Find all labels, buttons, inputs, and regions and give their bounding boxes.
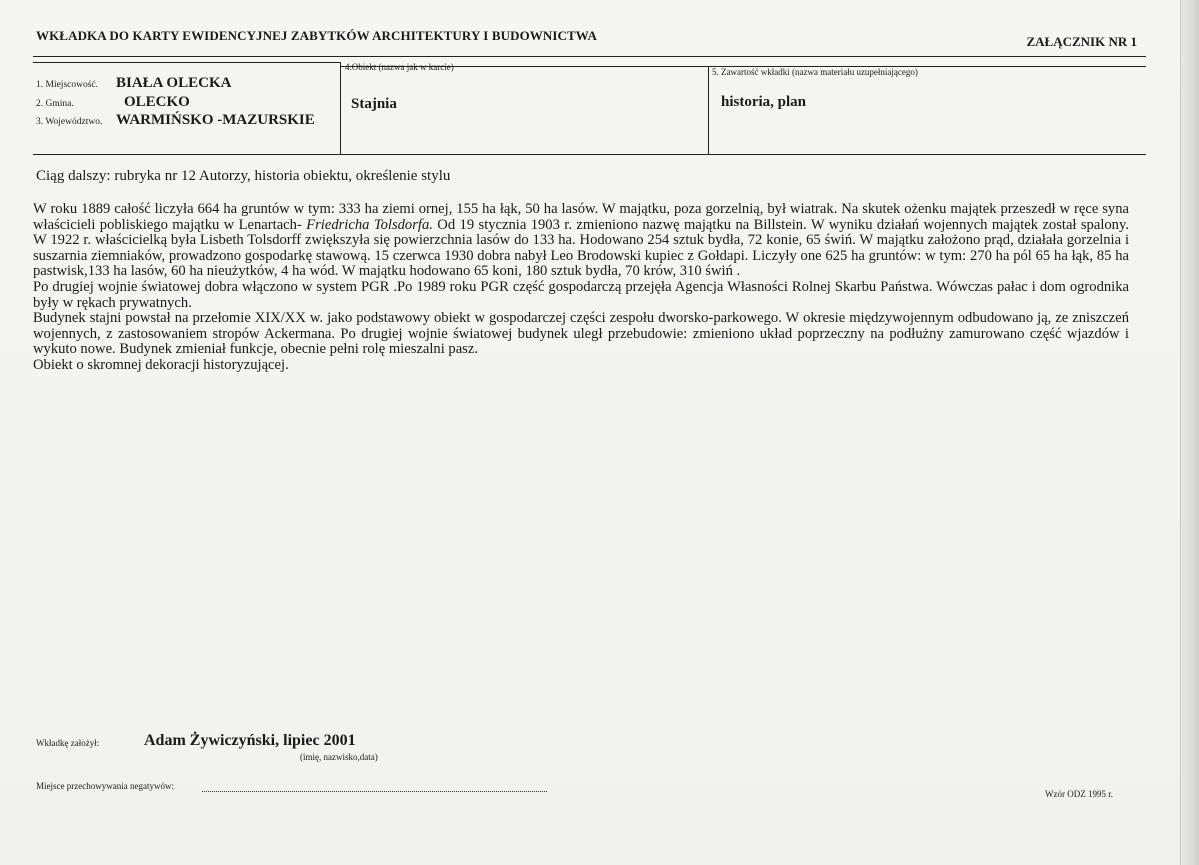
founder-value: Adam Żywiczyński, lipiec 2001 (144, 732, 356, 749)
paragraph-history (33, 202, 1129, 280)
annex-number: ZAŁĄCZNIK NR 1 (1026, 34, 1137, 49)
top-rule (33, 56, 1146, 57)
voivodeship-value: WARMIŃSKO -MAZURSKIE (116, 112, 315, 128)
founder-hint: (imię, nazwisko,data) (300, 752, 378, 762)
paragraph-decoration: Obiekt o skromnej dekoracji historyzującej. (33, 356, 289, 373)
paragraph-postwar: Po drugiej wojnie światowej dobra włączono w system PGR .Po 1989 roku PGR część gospodarczą przejęła Agencja Własności Rolnej Skarbu Państwa. Wówczas pałac i dom ogrodnika były w rękach prywatnych. (33, 278, 1129, 311)
object-box-label: 4.Obiekt (nazwa jak w karcie) (345, 62, 454, 72)
locality-label: 1. Miejscowość. (36, 80, 99, 90)
commune-value: OLECKO (124, 94, 190, 110)
content-box-value: historia, plan (721, 94, 807, 110)
negatives-dotted-line (202, 791, 547, 792)
divider-left (340, 62, 341, 154)
negatives-label: Miejsce przechowywania negatywów: (36, 781, 174, 791)
continuation-note: Ciąg dalszy: rubryka nr 12 Autorzy, historia obiektu, określenie stylu (36, 168, 451, 184)
document-title: WKŁADKA DO KARTY EWIDENCYJNEJ ZABYTKÓW ARCHITEKTURY I BUDOWNICTWA (36, 28, 597, 43)
paragraph-history-part1: W roku 1889 całość liczyła 664 ha gruntów w tym: 333 ha ziemi ornej, 155 ha łąk, 50 ha lasów. W majątku, poza gorzelnią, był wiatrak. Na skutek ożenku majątek przeszedł w ręce syna właścicieli pobliskiego majątku w Lenartach- (33, 201, 1129, 233)
commune-row (36, 93, 190, 111)
paragraph-building: Budynek stajni powstał na przełomie XIX/XX w. jako podstawowy obiekt w gospodarczej części zespołu dworsko-parkowego. W okresie międzywojennym odbudowano ją, ze zniszczeń wojennych, z zastosowaniem stropów Ackermana. Po drugiej wojnie światowej budynek uległ przebudowie: zmieniono układ poprzeczny na podłużny zamurowano część wjazdów i wykuto nowe. Budynek zmieniał funkcje, obecnie pełni rolę mieszalni pasz. (33, 310, 1129, 358)
form-model: Wzór ODZ 1995 r. (1045, 789, 1113, 799)
form-bottom-rule (33, 154, 1146, 155)
voivodeship-row (36, 111, 315, 129)
founder-label: Wkładkę założył: (36, 738, 100, 748)
header-rule-left (33, 62, 340, 63)
locality-value: BIAŁA OLECKA (116, 75, 232, 91)
divider-right (708, 66, 709, 154)
scan-edge (1180, 0, 1199, 865)
commune-label: 2. Gmina. (36, 99, 74, 109)
voivodeship-label: 3. Województwo. (36, 117, 103, 127)
paragraph-history-italic: Friedricha Tolsdorfa. (306, 216, 433, 233)
content-box-label: 5. Zawartość wkładki (nazwa materiału uzupełniającego) (712, 67, 918, 77)
body-text (33, 202, 1129, 374)
object-box-value: Stajnia (351, 96, 397, 112)
locality-row (36, 74, 231, 92)
paragraph-history-part2: Od 19 stycznia 1903 r. zmieniono nazwę majątku na Billstein. W wyniku działań wojennych majątek został spalony. W 1922 r. właścicielką była Lisbeth Tolsdorff zwiększyła się powierzchnia lasów do 133 ha. Hodowano 254 sztuk bydła, 72 konie, 65 świń. W majątku założono prąd, działała gorzelnia i suszarnia ziemniaków, prowadzono gospodarkę stawową. 15 czerwca 1930 dobra nabył Leo Brodowski kupiec z Gołdapi. Liczyły one 625 ha gruntów: w tym: 270 ha pól 65 ha łąk, 85 ha pastwisk,133 ha lasów, 60 ha nieużytków, 4 ha wód. W majątku hodowano 65 koni, 180 sztuk bydła, 70 krów, 310 świń . (33, 216, 1129, 280)
